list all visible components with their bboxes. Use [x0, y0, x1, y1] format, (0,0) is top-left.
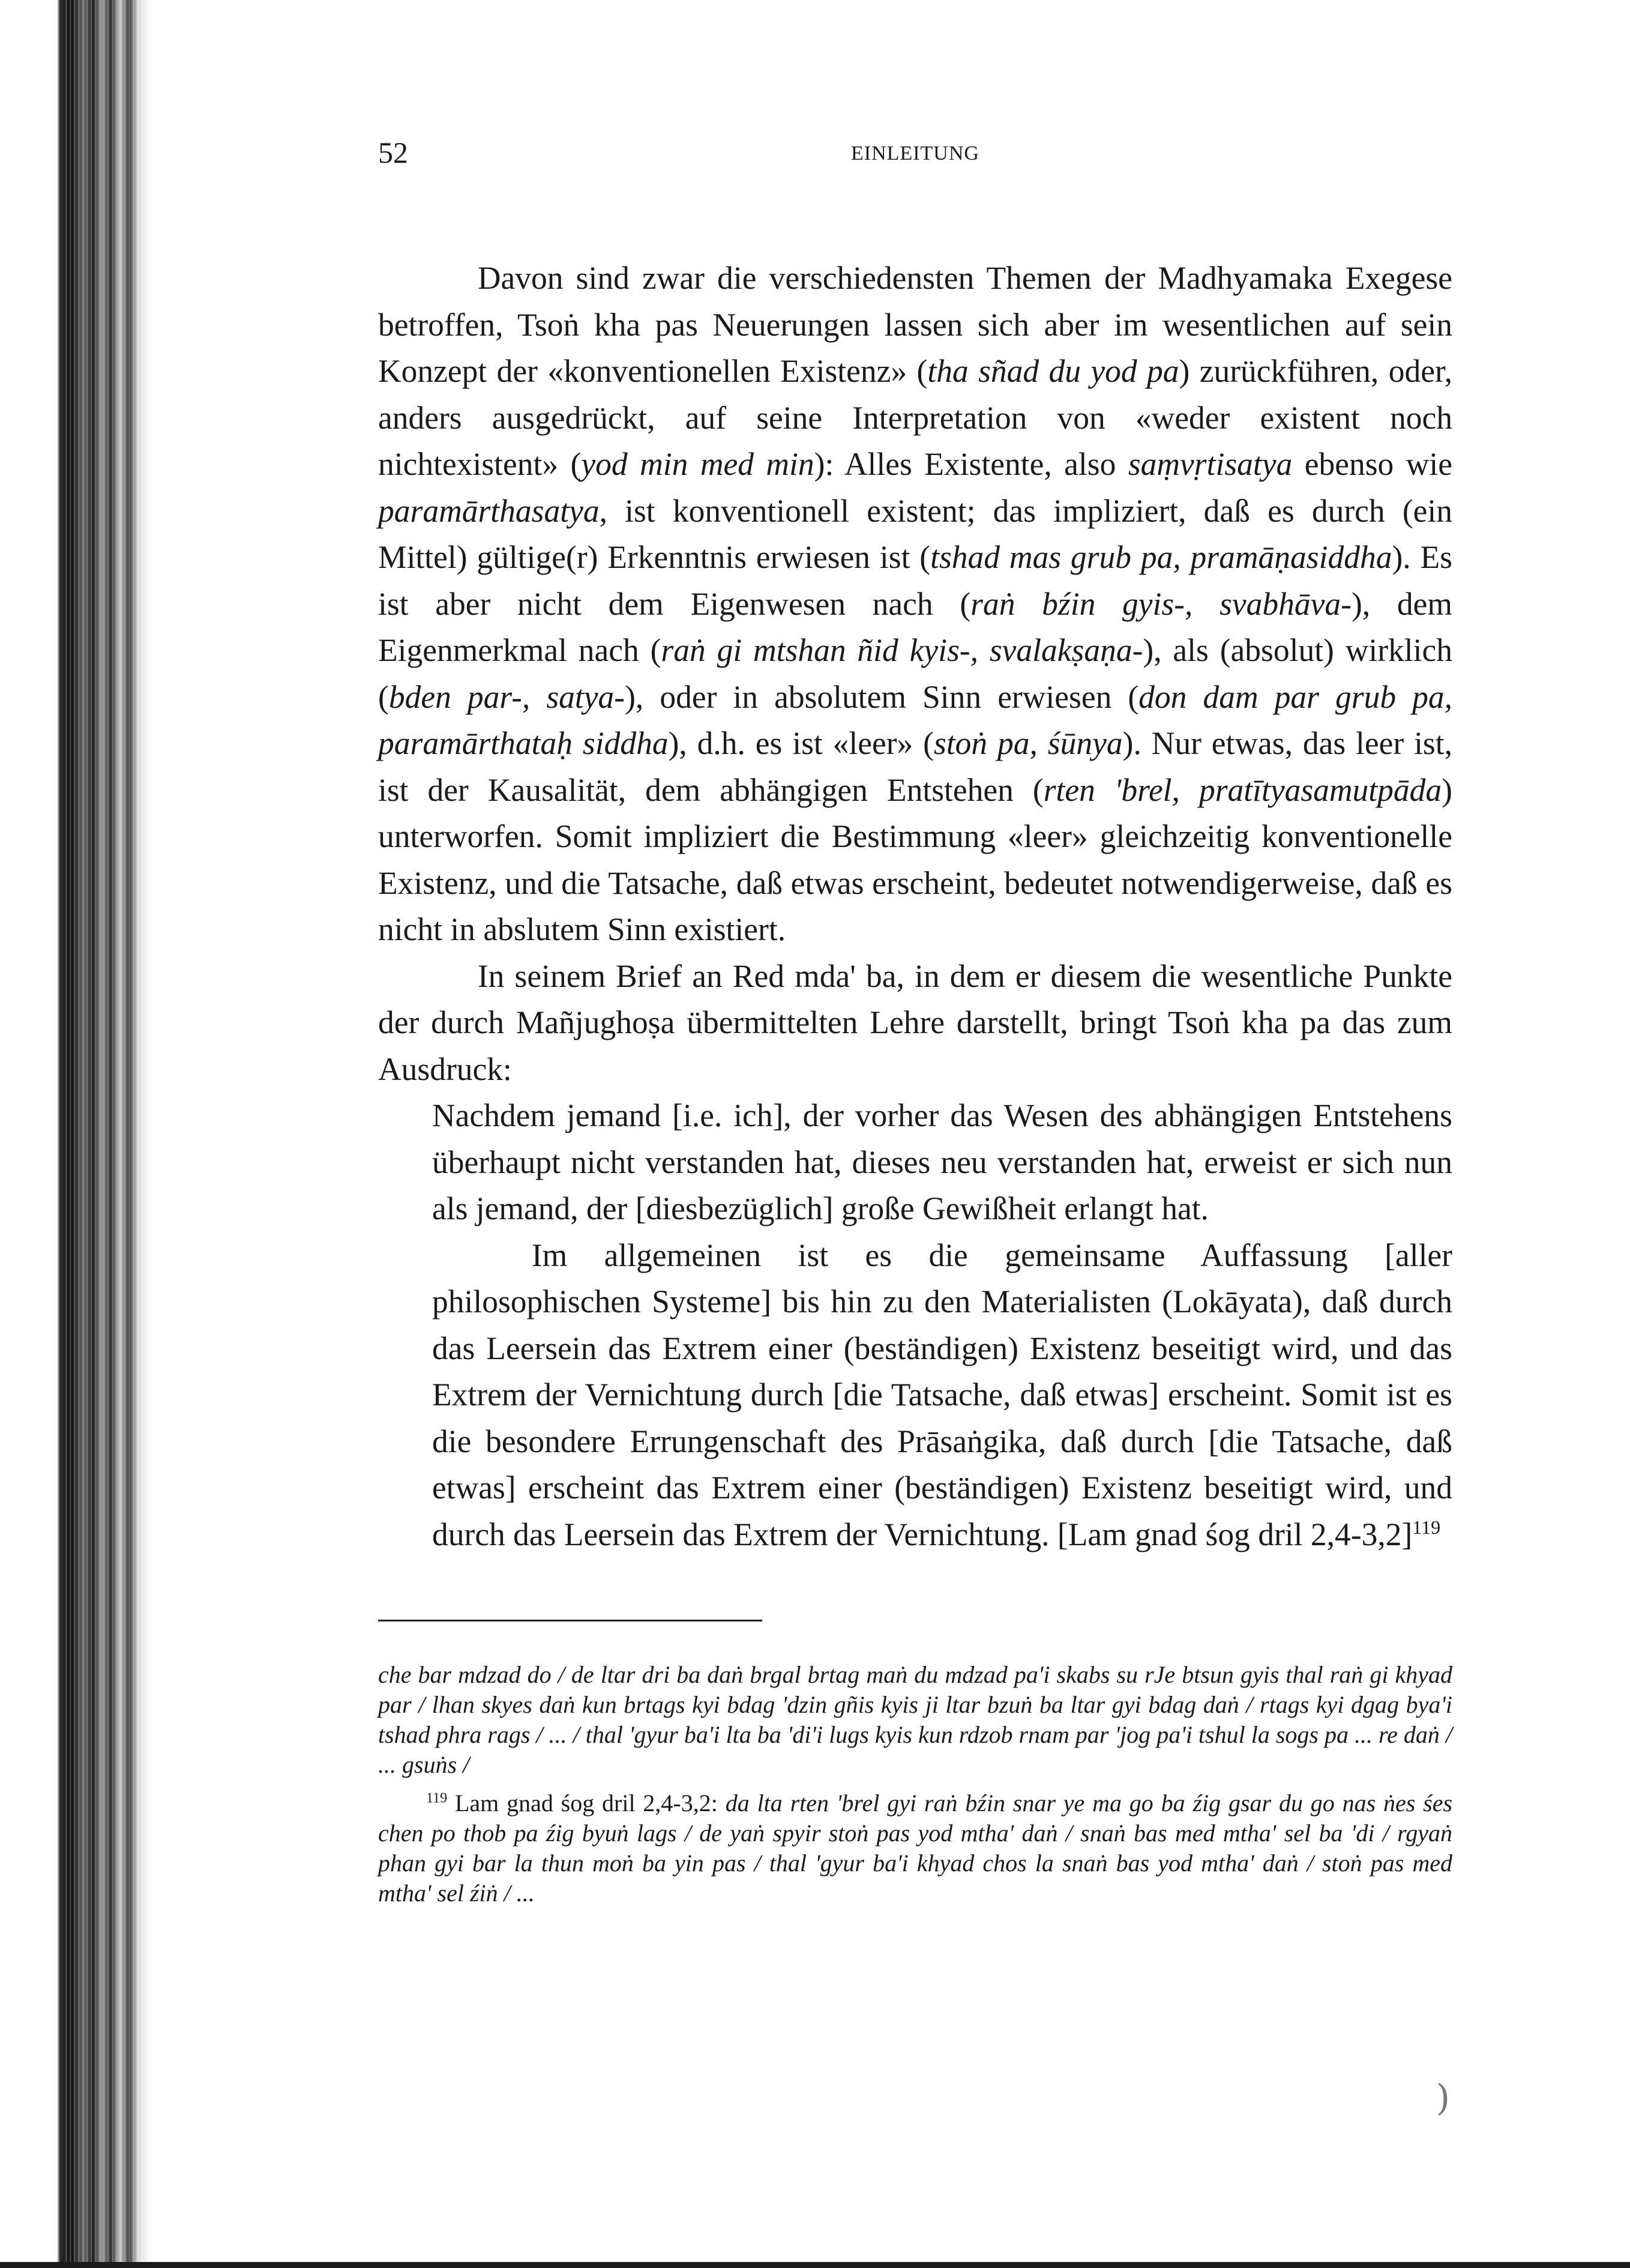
page-header — [378, 135, 1452, 171]
quote-paragraph-2 — [432, 1232, 1452, 1558]
text-run: ). Nur etwas, das leer ist, ist der Kausalität, dem abhängigen Entstehen ( — [378, 725, 1452, 808]
footnote-source-label: Lam gnad śog dril 2,4-3,2: — [454, 1790, 718, 1817]
text-run: , ist konventionell existent; das impliziert, daß es durch (ein Mittel) gültige(r) Erkenntnis erwiesen ist ( — [378, 492, 1452, 575]
footnotes — [378, 1660, 1452, 1908]
page-number: 52 — [378, 136, 408, 169]
text-run: ): Alles Existente, also — [814, 446, 1128, 482]
italic-term: raṅ gi mtshan ñid kyis-, svalakṣaṇa- — [661, 632, 1143, 668]
pencil-mark: ) — [1436, 2077, 1450, 2119]
italic-term: paramārthasatya — [378, 492, 600, 529]
main-text — [378, 255, 1452, 1558]
text-run: ), d.h. es ist «leer» ( — [668, 725, 934, 761]
text-run: ebenso wie — [1292, 446, 1452, 482]
binding-page-edges — [63, 0, 147, 2268]
italic-term: raṅ bźin gyis-, svabhāva- — [970, 585, 1352, 622]
footnote-rule — [378, 1620, 762, 1621]
footnote-119 — [378, 1788, 1452, 1908]
quote-paragraph-1: Nachdem jemand [i.e. ich], der vorher das Wesen des abhängigen Entstehens überhaupt nicht verstanden hat, dieses neu verstanden hat, erweist er sich nun als jemand, der [diesbezüglich] große Gewißheit erlangt hat. — [432, 1097, 1452, 1226]
italic-term: tshad mas grub pa, pramāṇasiddha — [930, 539, 1392, 575]
italic-term: bden par-, satya- — [388, 678, 625, 715]
paragraph-1 — [378, 255, 1452, 953]
block-quote — [432, 1093, 1452, 1558]
footnote-continuation: che bar mdzad do / de ltar dri ba daṅ brgal brtag maṅ du mdzad pa'i skabs su rJe btsun gyis thal raṅ gi khyad par / lhan skyes daṅ kun brtags kyi bdag 'dzin gñis kyis ji ltar bzuṅ ba ltar gyi bdag daṅ / rtags kyi dgag bya'i tshad phra rags / ... / thal 'gyur ba'i lta ba 'di'i lugs kyis kun rdzob rnam par 'jog pa'i tshul la sogs pa ... re daṅ / ... gsuṅs / — [378, 1661, 1452, 1778]
quote-paragraph-2-text: Im allgemeinen ist es die gemeinsame Auffassung [aller philosophischen Systeme] bis hin zu den Materialisten (Lokāyata), daß durch das Leersein das Extrem einer (beständigen) Existenz beseitigt wird, und das Extrem der Vernichtung durch [die Tatsache, daß etwas] erscheint. Somit ist es die besondere Errungenschaft des Prāsaṅgika, daß durch [die Tatsache, daß etwas] erscheint das Extrem einer (beständigen) Existenz beseitigt wird, und durch das Leersein das Extrem der Vernichtung. [Lam gnad śog dril 2,4-3,2] — [432, 1237, 1452, 1552]
italic-term: don dam par grub pa, paramārthataḥ siddha — [378, 678, 1452, 761]
text-run: ), dem Eigenmerkmal nach ( — [378, 585, 1452, 668]
italic-term: yod min med min — [581, 446, 814, 482]
running-head: EINLEITUNG — [851, 142, 979, 164]
italic-term: rten 'brel, pratītyasamutpāda — [1043, 771, 1442, 808]
text-run: ) unterworfen. Somit impliziert die Bestimmung «leer» gleichzeitig konventionelle Existenz, und die Tatsache, daß etwas erscheint, bedeutet notwendigerweise, daß es nicht in abslutem Sinn existiert. — [378, 771, 1452, 947]
text-run: ). Es ist aber nicht dem Eigenwesen nach ( — [378, 539, 1452, 622]
italic-term: stoṅ pa, śūnya — [934, 725, 1123, 761]
text-run: Davon sind zwar die verschiedensten Themen der Madhyamaka Exegese betroffen, Tsoṅ kha pas Neuerungen lassen sich aber im wesentlichen auf sein Konzept der «konventionellen Existenz» ( — [378, 260, 1452, 389]
italic-term: saṃvṛtisatya — [1128, 446, 1293, 482]
italic-term: tha sñad du yod pa — [927, 353, 1179, 389]
footnote-number: 119 — [426, 1790, 448, 1806]
text-run: ) zurückführen, oder, anders ausgedrückt, auf seine Interpretation von «weder existent noch nichtexistent» ( — [378, 353, 1452, 482]
footnote-ref-119[interactable]: 119 — [1412, 1516, 1441, 1538]
text-run: ), oder in absolutem Sinn erwiesen ( — [625, 678, 1139, 715]
scan-bottom-edge — [0, 2262, 1630, 2268]
footnote-tibetan-text: da lta rten 'brel gyi raṅ bźin snar ye ma go ba źig gsar du go nas ṅes śes chen po thob pa źig byuṅ lags / de yaṅ spyir stoṅ pas yod mtha' daṅ / snaṅ bas med mtha' sel ba 'di / rgyaṅ phan gyi bar la thun moṅ ba yin pas / thal 'gyur ba'i khyad chos la snaṅ bas yod mtha' daṅ / stoṅ pas med mtha' sel źiṅ / ... — [378, 1790, 1453, 1907]
text-run: ), als (absolut) wirklich ( — [378, 632, 1453, 715]
paragraph-2: In seinem Brief an Red mda' ba, in dem er diesem die wesentliche Punkte der durch Mañjughoṣa übermittelten Lehre darstellt, bringt Tsoṅ kha pa das zum Ausdruck: — [378, 958, 1452, 1087]
